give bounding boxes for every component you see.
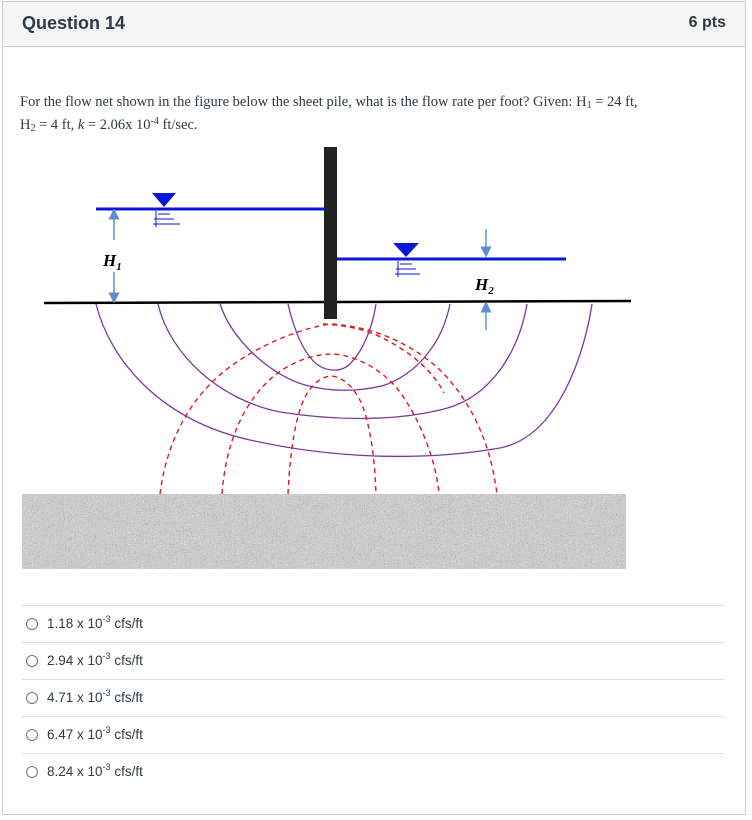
- answer-label[interactable]: 1.18 x $10^{-3}$ cfs/ft: [47, 614, 143, 631]
- downstream-water-level-icon: [393, 243, 419, 257]
- equipotential-line: [158, 304, 527, 419]
- sheet-pile: [324, 147, 337, 319]
- answer-label[interactable]: 6.47 x $10^{-3}$ cfs/ft: [47, 725, 143, 742]
- h2-label: $H_2$: [475, 275, 494, 297]
- answer-option[interactable]: [21, 679, 725, 716]
- impermeable-layer: [22, 494, 626, 569]
- answer-label[interactable]: 8.24 x $10^{-3}$ cfs/ft: [47, 762, 143, 779]
- upstream-water-level-icon: [152, 193, 176, 207]
- answer-list: [21, 605, 725, 790]
- question-text: For the flow net shown in the figure below the sheet pile, what is the flow rate per foot? Given: $H_1 = 24$ ft, $H_2 = 4$ ft, k = 2.06x $10^{-4}$ ft/sec.: [20, 94, 638, 134]
- answer-label[interactable]: 4.71 x $10^{-3}$ cfs/ft: [47, 688, 143, 705]
- h1-label: $H_1$: [103, 251, 122, 273]
- answer-label[interactable]: 2.94 x $10^{-3}$ cfs/ft: [47, 651, 143, 668]
- question-points: 6 pts: [688, 14, 726, 31]
- radio-button[interactable]: [26, 766, 38, 778]
- flow-line: [222, 354, 439, 494]
- radio-button[interactable]: [26, 655, 38, 667]
- answer-option[interactable]: [21, 642, 725, 679]
- flow-line: [288, 376, 376, 494]
- radio-button[interactable]: [26, 618, 38, 630]
- answer-option[interactable]: [21, 753, 725, 790]
- answer-option[interactable]: [21, 605, 725, 642]
- answer-option[interactable]: [21, 716, 725, 753]
- ground-surface: [44, 301, 631, 303]
- radio-button[interactable]: [26, 729, 38, 741]
- radio-button[interactable]: [26, 692, 38, 704]
- question-title: Question 14: [22, 13, 126, 33]
